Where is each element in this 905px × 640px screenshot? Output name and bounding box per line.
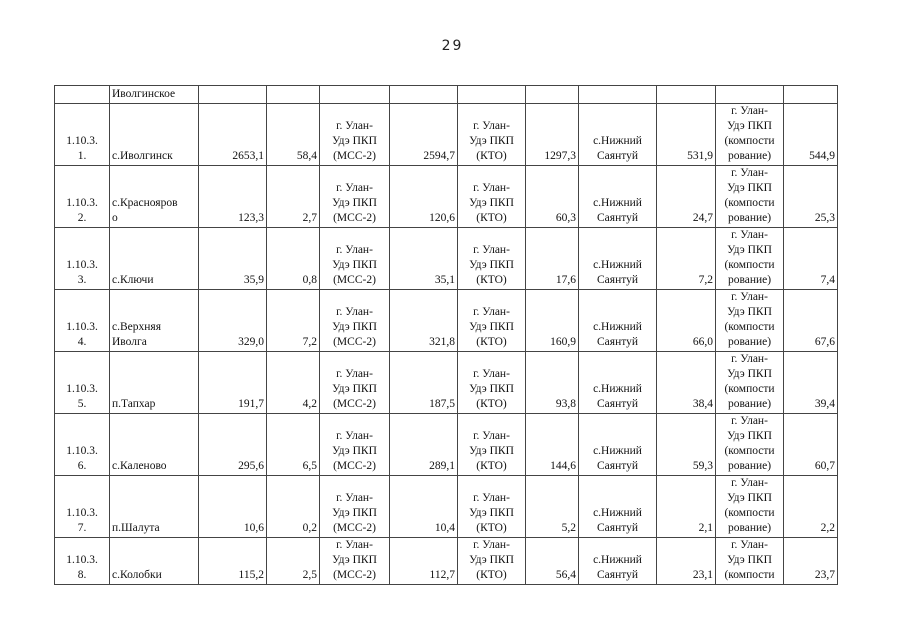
mss-volume: 120,6 bbox=[390, 166, 458, 228]
sayantuy-volume: 531,9 bbox=[657, 104, 716, 166]
share-value: 7,2 bbox=[267, 290, 320, 352]
destination-kto: г. Улан- Удэ ПКП (КТО) bbox=[458, 290, 526, 352]
share-value: 2,5 bbox=[267, 538, 320, 585]
destination-kto: г. Улан- Удэ ПКП (КТО) bbox=[458, 352, 526, 414]
share-value: 58,4 bbox=[267, 104, 320, 166]
row-code: 1.10.3. 7. bbox=[55, 476, 110, 538]
settlement-name: с.Каленово bbox=[110, 414, 199, 476]
total-volume: 123,3 bbox=[199, 166, 267, 228]
destination-sayantuy: с.Нижний Саянтуй bbox=[579, 166, 657, 228]
table-row bbox=[55, 352, 838, 414]
composting-volume: 67,6 bbox=[784, 290, 838, 352]
destination-composting: г. Улан- Удэ ПКП (компости bbox=[716, 538, 784, 585]
composting-volume: 25,3 bbox=[784, 166, 838, 228]
destination-mss: г. Улан- Удэ ПКП (МСС-2) bbox=[320, 476, 390, 538]
destination-sayantuy: с.Нижний Саянтуй bbox=[579, 104, 657, 166]
page-number: 29 bbox=[441, 38, 464, 54]
sayantuy-volume: 59,3 bbox=[657, 414, 716, 476]
destination-mss: г. Улан- Удэ ПКП (МСС-2) bbox=[320, 166, 390, 228]
share-value: 0,8 bbox=[267, 228, 320, 290]
sayantuy-volume: 24,7 bbox=[657, 166, 716, 228]
row-code: 1.10.3. 2. bbox=[55, 166, 110, 228]
destination-kto: г. Улан- Удэ ПКП (КТО) bbox=[458, 166, 526, 228]
composting-volume: 544,9 bbox=[784, 104, 838, 166]
kto-volume: 60,3 bbox=[526, 166, 579, 228]
kto-volume: 1297,3 bbox=[526, 104, 579, 166]
kto-volume: 93,8 bbox=[526, 352, 579, 414]
sayantuy-volume: 2,1 bbox=[657, 476, 716, 538]
table-row bbox=[55, 166, 838, 228]
total-volume: 329,0 bbox=[199, 290, 267, 352]
destination-mss: г. Улан- Удэ ПКП (МСС-2) bbox=[320, 414, 390, 476]
share-value: 0,2 bbox=[267, 476, 320, 538]
kto-volume: 160,9 bbox=[526, 290, 579, 352]
share-value: 4,2 bbox=[267, 352, 320, 414]
settlement-name: с.Ключи bbox=[110, 228, 199, 290]
destination-sayantuy: с.Нижний Саянтуй bbox=[579, 414, 657, 476]
row-code: 1.10.3. 8. bbox=[55, 538, 110, 585]
sayantuy-volume: 23,1 bbox=[657, 538, 716, 585]
district-header-row bbox=[55, 86, 838, 104]
settlement-name: с.Краснояров о bbox=[110, 166, 199, 228]
destination-composting: г. Улан- Удэ ПКП (компости рование) bbox=[716, 104, 784, 166]
district-name: Иволгинское bbox=[110, 86, 199, 104]
waste-flow-table bbox=[54, 85, 838, 585]
composting-volume: 60,7 bbox=[784, 414, 838, 476]
table-row bbox=[55, 538, 838, 585]
mss-volume: 321,8 bbox=[390, 290, 458, 352]
sayantuy-volume: 66,0 bbox=[657, 290, 716, 352]
row-code: 1.10.3. 3. bbox=[55, 228, 110, 290]
total-volume: 10,6 bbox=[199, 476, 267, 538]
settlement-name: с.Верхняя Иволга bbox=[110, 290, 199, 352]
destination-sayantuy: с.Нижний Саянтуй bbox=[579, 352, 657, 414]
destination-composting: г. Улан- Удэ ПКП (компости рование) bbox=[716, 476, 784, 538]
total-volume: 35,9 bbox=[199, 228, 267, 290]
table-row bbox=[55, 290, 838, 352]
total-volume: 115,2 bbox=[199, 538, 267, 585]
mss-volume: 35,1 bbox=[390, 228, 458, 290]
destination-mss: г. Улан- Удэ ПКП (МСС-2) bbox=[320, 538, 390, 585]
mss-volume: 112,7 bbox=[390, 538, 458, 585]
settlement-name: с.Колобки bbox=[110, 538, 199, 585]
row-code: 1.10.3. 4. bbox=[55, 290, 110, 352]
destination-composting: г. Улан- Удэ ПКП (компости рование) bbox=[716, 290, 784, 352]
sayantuy-volume: 7,2 bbox=[657, 228, 716, 290]
share-value: 6,5 bbox=[267, 414, 320, 476]
destination-kto: г. Улан- Удэ ПКП (КТО) bbox=[458, 476, 526, 538]
mss-volume: 187,5 bbox=[390, 352, 458, 414]
destination-composting: г. Улан- Удэ ПКП (компости рование) bbox=[716, 228, 784, 290]
destination-composting: г. Улан- Удэ ПКП (компости рование) bbox=[716, 414, 784, 476]
destination-sayantuy: с.Нижний Саянтуй bbox=[579, 538, 657, 585]
total-volume: 2653,1 bbox=[199, 104, 267, 166]
destination-kto: г. Улан- Удэ ПКП (КТО) bbox=[458, 538, 526, 585]
composting-volume: 39,4 bbox=[784, 352, 838, 414]
settlement-name: п.Тапхар bbox=[110, 352, 199, 414]
destination-mss: г. Улан- Удэ ПКП (МСС-2) bbox=[320, 290, 390, 352]
total-volume: 295,6 bbox=[199, 414, 267, 476]
composting-volume: 2,2 bbox=[784, 476, 838, 538]
kto-volume: 5,2 bbox=[526, 476, 579, 538]
kto-volume: 56,4 bbox=[526, 538, 579, 585]
mss-volume: 289,1 bbox=[390, 414, 458, 476]
total-volume: 191,7 bbox=[199, 352, 267, 414]
destination-kto: г. Улан- Удэ ПКП (КТО) bbox=[458, 414, 526, 476]
mss-volume: 2594,7 bbox=[390, 104, 458, 166]
destination-sayantuy: с.Нижний Саянтуй bbox=[579, 290, 657, 352]
destination-kto: г. Улан- Удэ ПКП (КТО) bbox=[458, 228, 526, 290]
settlement-name: п.Шалута bbox=[110, 476, 199, 538]
table-row bbox=[55, 228, 838, 290]
destination-mss: г. Улан- Удэ ПКП (МСС-2) bbox=[320, 104, 390, 166]
destination-mss: г. Улан- Удэ ПКП (МСС-2) bbox=[320, 352, 390, 414]
destination-sayantuy: с.Нижний Саянтуй bbox=[579, 476, 657, 538]
table-row bbox=[55, 476, 838, 538]
destination-sayantuy: с.Нижний Саянтуй bbox=[579, 228, 657, 290]
share-value: 2,7 bbox=[267, 166, 320, 228]
sayantuy-volume: 38,4 bbox=[657, 352, 716, 414]
destination-mss: г. Улан- Удэ ПКП (МСС-2) bbox=[320, 228, 390, 290]
row-code: 1.10.3. 1. bbox=[55, 104, 110, 166]
kto-volume: 17,6 bbox=[526, 228, 579, 290]
row-code: 1.10.3. 6. bbox=[55, 414, 110, 476]
table-row bbox=[55, 104, 838, 166]
settlement-name: с.Иволгинск bbox=[110, 104, 199, 166]
row-code: 1.10.3. 5. bbox=[55, 352, 110, 414]
kto-volume: 144,6 bbox=[526, 414, 579, 476]
destination-kto: г. Улан- Удэ ПКП (КТО) bbox=[458, 104, 526, 166]
table-row bbox=[55, 414, 838, 476]
destination-composting: г. Улан- Удэ ПКП (компости рование) bbox=[716, 352, 784, 414]
mss-volume: 10,4 bbox=[390, 476, 458, 538]
destination-composting: г. Улан- Удэ ПКП (компости рование) bbox=[716, 166, 784, 228]
composting-volume: 7,4 bbox=[784, 228, 838, 290]
composting-volume: 23,7 bbox=[784, 538, 838, 585]
